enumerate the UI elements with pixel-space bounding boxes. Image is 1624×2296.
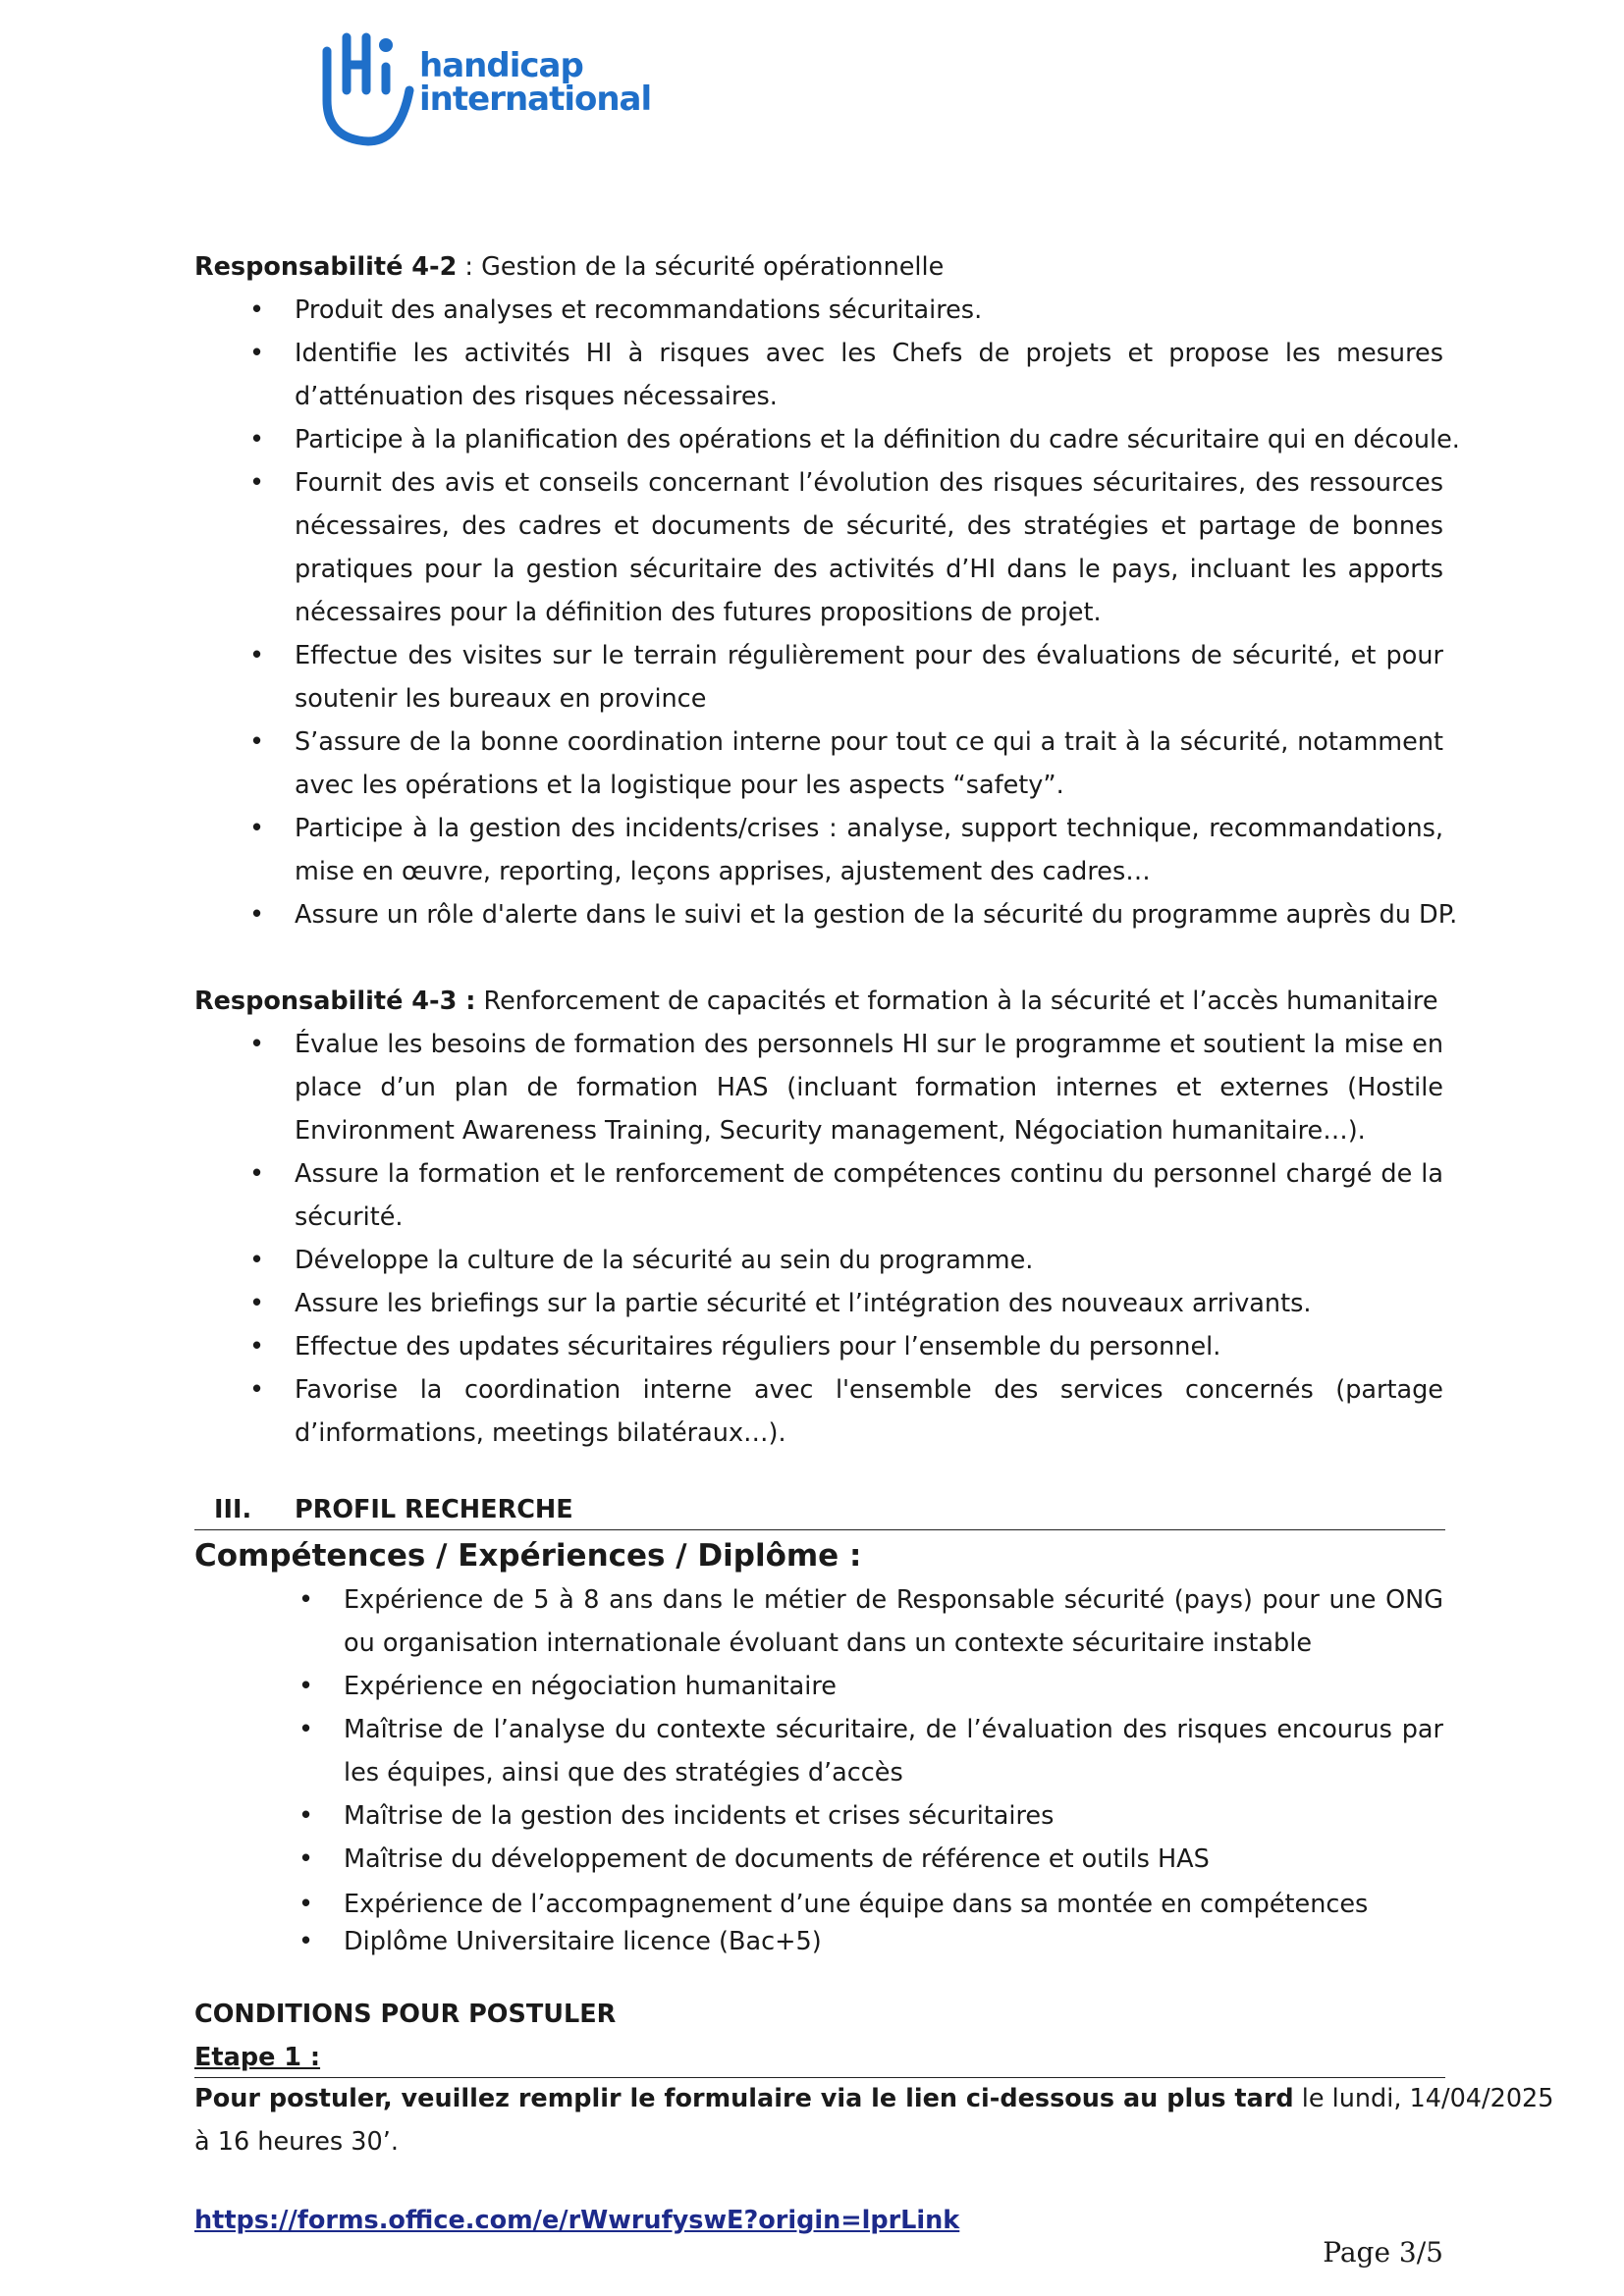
list-item-text: Développe la culture de la sécurité au sein du programme. (295, 1246, 1034, 1275)
list-item (249, 418, 1460, 461)
resp-4-2-title: Gestion de la sécurité opérationnelle (481, 252, 945, 282)
resp-4-2-heading (194, 245, 1443, 289)
resp-4-3-title: Renforcement de capacités et formation à la sécurité et l’accès humanitaire (475, 987, 1438, 1016)
list-item (249, 721, 1443, 807)
list-item (298, 1578, 1443, 1665)
bullet-icon: • (249, 1289, 265, 1318)
instruction-date: le lundi, 14/04/2025 (1293, 2084, 1554, 2113)
list-item-text: Favorise la coordination interne avec l'ensemble des services concernés (partage d’informations, meetings bilatéraux…). (295, 1375, 1443, 1448)
list-item-text: Assure un rôle d'alerte dans le suivi et la gestion de la sécurité du programme auprès du DP. (295, 900, 1458, 930)
etape-label: Etape 1 : (194, 2043, 321, 2072)
list-item-text: Participe à la planification des opérations et la définition du cadre sécuritaire qui en découle. (295, 425, 1460, 454)
list-item (249, 1368, 1443, 1455)
list-item-text: Maîtrise du développement de documents de référence et outils HAS (344, 1844, 1210, 1874)
bullet-icon: • (249, 425, 265, 454)
instruction-time: à 16 heures 30’. (194, 2127, 399, 2157)
bullet-icon: • (249, 1159, 265, 1189)
bullet-icon: • (249, 1332, 265, 1362)
list-item (249, 332, 1443, 418)
list-item (298, 1920, 1443, 1963)
list-item (249, 634, 1443, 721)
resp-4-3-heading (194, 980, 1443, 1023)
bullet-icon: • (249, 814, 265, 843)
bullet-icon: • (298, 1585, 314, 1615)
bullet-icon: • (298, 1844, 314, 1874)
list-item-text: Identifie les activités HI à risques avec les Chefs de projets et propose les mesures d’atténuation des risques nécessaires. (295, 339, 1443, 411)
bullet-icon: • (249, 641, 265, 670)
resp-4-2-separator: : (457, 252, 482, 282)
bullet-icon: • (249, 295, 265, 325)
bullet-icon: • (249, 339, 265, 368)
application-link-row (194, 2199, 1443, 2242)
logo-line-1: handicap (419, 46, 583, 85)
list-item (298, 1665, 1443, 1708)
etape-heading (194, 2038, 1445, 2078)
list-item-text: Assure les briefings sur la partie sécurité et l’intégration des nouveaux arrivants. (295, 1289, 1312, 1318)
bullet-icon: • (249, 900, 265, 930)
list-item-text: S’assure de la bonne coordination interne pour tout ce qui a trait à la sécurité, notamment avec les opérations et la logistique pour les aspects “safety”. (295, 727, 1443, 800)
list-item-text: Expérience de 5 à 8 ans dans le métier de Responsable sécurité (pays) pour une ONG ou organisation internationale évoluant dans un contexte sécuritaire instable (344, 1585, 1443, 1658)
resp-4-2-label: Responsabilité 4-2 (194, 252, 458, 282)
list-item (249, 807, 1443, 893)
list-item-text: Expérience en négociation humanitaire (344, 1672, 837, 1701)
hi-hand-icon (319, 29, 417, 152)
list-item-text: Effectue des visites sur le terrain régulièrement pour des évaluations de sécurité, et pour soutenir les bureaux en province (295, 641, 1443, 714)
list-item-text: Diplôme Universitaire licence (Bac+5) (344, 1927, 822, 1956)
list-item (298, 1708, 1443, 1794)
bullet-icon: • (249, 468, 265, 498)
section-profil-heading (194, 1490, 1445, 1530)
bullet-icon: • (249, 1375, 265, 1405)
logo-wordmark (419, 46, 652, 119)
list-item (249, 1325, 1443, 1368)
list-item (249, 1023, 1443, 1152)
bullet-icon: • (298, 1715, 314, 1744)
list-item (249, 1152, 1443, 1239)
list-item (249, 1282, 1443, 1325)
bullet-icon: • (298, 1801, 314, 1831)
conditions-title: CONDITIONS POUR POSTULER (194, 2000, 617, 2029)
list-item (249, 1239, 1443, 1282)
list-item-text: Participe à la gestion des incidents/crises : analyse, support technique, recommandations, mise en œuvre, reporting, leçons apprises, ajustement des cadres… (295, 814, 1443, 886)
list-item (249, 289, 1443, 332)
section-numeral: III. (214, 1495, 252, 1524)
list-item-text: Expérience de l’accompagnement d’une équipe dans sa montée en compétences (344, 1890, 1369, 1919)
bullet-icon: • (298, 1672, 314, 1701)
conditions-instruction (194, 2077, 1554, 2120)
bullet-icon: • (298, 1927, 314, 1956)
list-item (249, 461, 1443, 634)
list-item (249, 893, 1458, 936)
bullet-icon: • (249, 1246, 265, 1275)
bullet-icon: • (249, 727, 265, 757)
application-form-link[interactable]: https://forms.office.com/e/rWwrufyswE?origin=lprLink (194, 2206, 960, 2235)
resp-4-3-label: Responsabilité 4-3 : (194, 987, 476, 1016)
instruction-bold: Pour postuler, veuillez remplir le formulaire via le lien ci-dessous au plus tard (194, 2084, 1294, 2113)
page-number: Page 3/5 (1323, 2236, 1443, 2269)
list-item-text: Assure la formation et le renforcement de compétences continu du personnel chargé de la sécurité. (295, 1159, 1443, 1232)
list-item-text: Évalue les besoins de formation des personnels HI sur le programme et soutient la mise en place d’un plan de formation HAS (incluant formation internes et externes (Hostile Environment Awareness Training, Security management, Négociation humanitaire…). (295, 1030, 1443, 1146)
list-item-text: Maîtrise de l’analyse du contexte sécuritaire, de l’évaluation des risques encourus par les équipes, ainsi que des stratégies d’accès (344, 1715, 1443, 1788)
list-item-text: Effectue des updates sécuritaires réguliers pour l’ensemble du personnel. (295, 1332, 1221, 1362)
bullet-icon: • (249, 1030, 265, 1059)
logo-line-2: international (419, 80, 652, 119)
list-item-text: Produit des analyses et recommandations sécuritaires. (295, 295, 983, 325)
list-item (298, 1838, 1443, 1881)
list-item-text: Fournit des avis et conseils concernant l’évolution des risques sécuritaires, des ressources nécessaires, des cadres et documents de sécurité, des stratégies et partage de bonnes pratiques pour la gestion sécuritaire des activités d’HI dans le pays, incluant les apports nécessaires pour la définition des futures propositions de projet. (295, 468, 1443, 627)
profil-subtitle: Compétences / Expériences / Diplôme : (194, 1538, 862, 1574)
list-item (298, 1794, 1443, 1838)
handicap-international-logo (319, 29, 653, 152)
list-item-text: Maîtrise de la gestion des incidents et crises sécuritaires (344, 1801, 1055, 1831)
bullet-icon: • (298, 1890, 314, 1919)
section-title: PROFIL RECHERCHE (295, 1495, 573, 1524)
